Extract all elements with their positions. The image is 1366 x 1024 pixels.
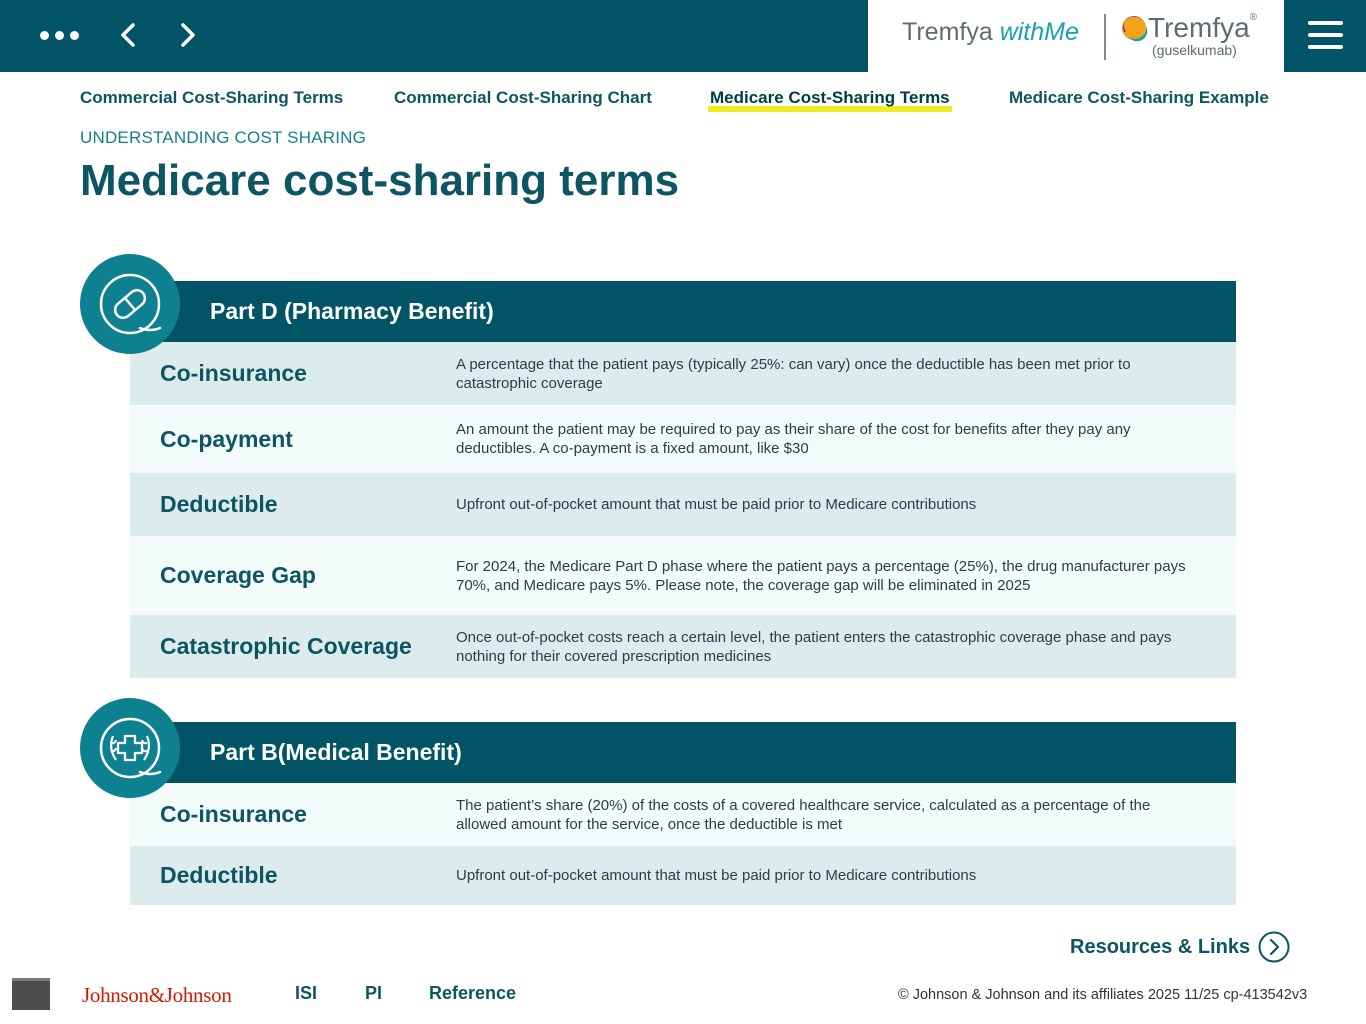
term-description: An amount the patient may be required to pay as their share of the cost for benefits after they pay any deductibles. A co-payment is a fixed amount, like $30: [456, 421, 1131, 457]
term-description: Once out-of-pocket costs reach a certain level, the patient enters the catastrophic coverage phase and pays nothing for their covered prescription medicines: [456, 628, 1172, 665]
copyright-text: © Johnson & Johnson and its affiliates 2025 11/25 cp-413542v3: [898, 987, 1308, 1003]
table-row: [130, 473, 1236, 536]
term-label: Co-payment: [160, 425, 293, 452]
footer-toggle-button[interactable]: [12, 978, 50, 1010]
pill-icon: [80, 254, 180, 354]
johnson-and-johnson-logo: Johnson&Johnson: [82, 983, 232, 1007]
menu-line: [1308, 45, 1343, 49]
brand-generic-name: (guselkumab): [1152, 42, 1237, 58]
back-arrow-icon[interactable]: [114, 20, 144, 50]
dot-icon: [70, 31, 79, 40]
table-row: [130, 846, 1236, 905]
resources-label: Resources & Links: [1070, 935, 1251, 958]
term-label: Coverage Gap: [160, 562, 316, 588]
term-label: Deductible: [160, 862, 278, 888]
menu-line: [1308, 33, 1343, 37]
table-row: [130, 615, 1236, 678]
tremfya-swirl-icon: [1120, 14, 1148, 42]
term-label: Co-insurance: [160, 360, 307, 386]
dot-icon: [40, 31, 49, 40]
resources-links-button[interactable]: [1070, 930, 1290, 964]
page-title: Medicare cost-sharing terms: [80, 156, 680, 205]
table-row: [130, 783, 1236, 846]
part-b-table: [130, 783, 1236, 905]
dot-icon: [55, 31, 64, 40]
term-label: Catastrophic Coverage: [160, 633, 412, 659]
pi-link[interactable]: PI: [365, 983, 383, 1003]
part-d-header: Part D (Pharmacy Benefit): [130, 281, 1236, 342]
medical-cross-laurel-icon: [80, 698, 180, 798]
top-bar: [0, 0, 1366, 72]
tremfya-withme-logo: [902, 18, 1079, 47]
brand-reg-mark: ®: [1249, 12, 1258, 23]
tab-medicare-terms[interactable]: Medicare Cost-Sharing Terms: [708, 86, 952, 112]
part-b-header: Part B(Medical Benefit): [130, 722, 1236, 783]
section-tabs: [0, 86, 1366, 116]
more-options-button[interactable]: [40, 25, 90, 45]
term-description: Upfront out-of-pocket amount that must be paid prior to Medicare contributions: [456, 496, 977, 513]
term-label: Deductible: [160, 491, 278, 517]
term-description: The patient’s share (20%) of the costs of a covered healthcare service, calculated as a percentage of the allowed amount for the service, once the deductible is met: [456, 796, 1151, 833]
brand-logos[interactable]: [868, 0, 1284, 72]
term-description: Upfront out-of-pocket amount that must be paid prior to Medicare contributions: [456, 867, 977, 884]
forward-arrow-icon[interactable]: [172, 20, 202, 50]
term-label: Co-insurance: [160, 801, 307, 827]
part-b-section: [80, 698, 1236, 906]
reference-link[interactable]: Reference: [429, 983, 517, 1003]
brand-divider: [1104, 14, 1106, 60]
part-d-table: [130, 342, 1236, 678]
tab-commercial-chart[interactable]: Commercial Cost-Sharing Chart: [394, 88, 652, 107]
chevron-right-circle-icon: [1258, 931, 1290, 963]
eyebrow-label: UNDERSTANDING COST SHARING: [80, 128, 367, 147]
term-description: A percentage that the patient pays (typically 25%: can vary) once the deductible has been met prior to catastrophic coverage: [456, 355, 1131, 392]
medical-icon-badge: [80, 698, 180, 798]
hamburger-menu-button[interactable]: [1284, 0, 1366, 72]
menu-line: [1308, 21, 1343, 25]
pill-icon-badge: [80, 254, 180, 354]
term-description: For 2024, the Medicare Part D phase where the patient pays a percentage (25%), the drug manufacturer pays 70%, and Medicare pays 5%. Please note, the coverage gap will be eliminated in 2025: [456, 557, 1186, 594]
table-row: [130, 342, 1236, 405]
table-row: [130, 405, 1236, 473]
tab-commercial-terms[interactable]: Commercial Cost-Sharing Terms: [80, 88, 344, 107]
brand-name: Tremfya: [1148, 12, 1250, 43]
tremfya-logo: [1120, 10, 1270, 66]
isi-link[interactable]: ISI: [295, 983, 318, 1003]
table-row: [130, 536, 1236, 615]
brand-withme-suffix: withMe: [999, 18, 1079, 46]
part-d-section: [80, 254, 1236, 678]
brand-withme-prefix: Tremfya: [902, 18, 1000, 46]
tab-medicare-example[interactable]: Medicare Cost-Sharing Example: [1009, 88, 1269, 107]
